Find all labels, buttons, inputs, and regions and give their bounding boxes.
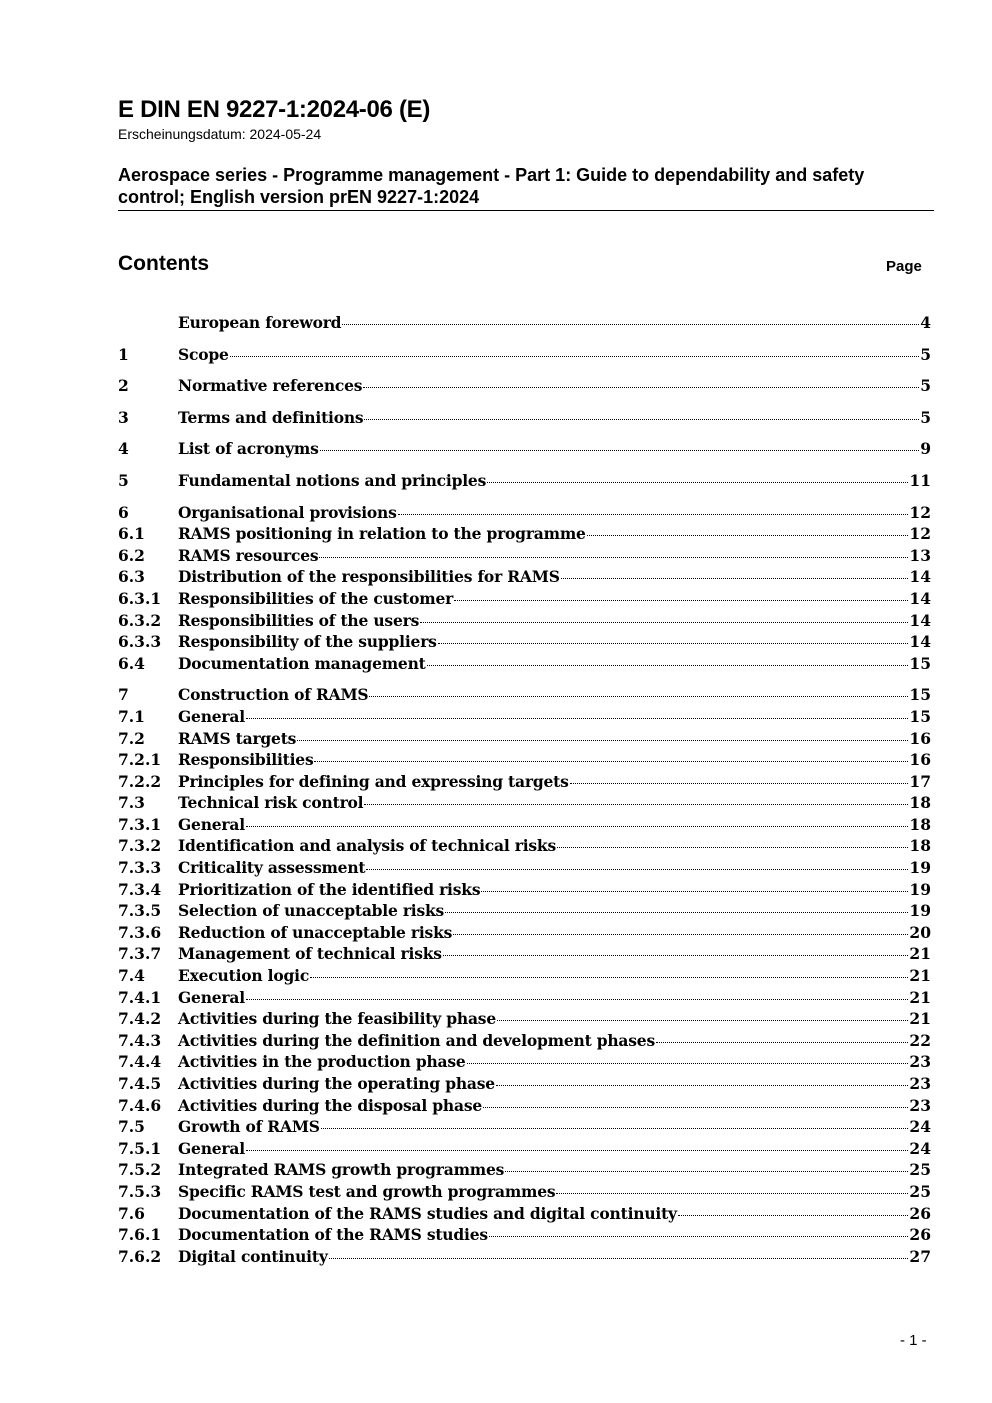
toc-section-title[interactable]: General: [178, 987, 245, 1007]
toc-dot-leader: [420, 622, 908, 623]
toc-section-title[interactable]: Activities during the definition and development phases: [178, 1030, 655, 1050]
toc-page-number[interactable]: 14: [909, 567, 931, 587]
toc-dot-leader: [496, 1085, 908, 1086]
toc-entry[interactable]: [118, 987, 931, 1009]
toc-dot-leader: [246, 999, 908, 1000]
toc-section-title[interactable]: Fundamental notions and principles: [178, 470, 487, 490]
document-id: E DIN EN 9227-1:2024-06 (E): [118, 96, 431, 123]
toc-section-title[interactable]: Identification and analysis of technical risks: [178, 836, 556, 856]
toc-section-number: 7: [118, 685, 129, 705]
toc-entry[interactable]: [118, 588, 931, 610]
toc-page-number[interactable]: 19: [909, 879, 931, 899]
toc-entry[interactable]: [118, 375, 931, 397]
toc-entry[interactable]: [118, 407, 931, 429]
toc-page-number[interactable]: 25: [909, 1181, 931, 1201]
toc-section-number: 7.5.3: [118, 1181, 162, 1201]
toc-entry[interactable]: [118, 792, 931, 814]
toc-entry[interactable]: [118, 1095, 931, 1117]
toc-dot-leader: [489, 1236, 909, 1237]
toc-section-number: 7.1: [118, 706, 145, 726]
toc-section-number: 6.3.1: [118, 588, 162, 608]
toc-dot-leader: [443, 955, 909, 956]
toc-section-title[interactable]: General: [178, 1138, 245, 1158]
toc-page-number[interactable]: 15: [909, 706, 931, 726]
toc-dot-leader: [297, 740, 908, 741]
toc-entry[interactable]: [118, 502, 931, 524]
toc-section-title[interactable]: Responsibility of the suppliers: [178, 632, 437, 652]
toc-section-title[interactable]: Responsibilities of the users: [178, 610, 420, 630]
toc-dot-leader: [587, 535, 909, 536]
toc-page-number[interactable]: 16: [909, 728, 931, 748]
toc-section-number: 7.3.5: [118, 901, 162, 921]
toc-section-number: 7.5.2: [118, 1160, 162, 1180]
toc-entry[interactable]: [118, 344, 931, 366]
toc-page-number[interactable]: 17: [909, 771, 931, 791]
toc-page-number[interactable]: 18: [909, 836, 931, 856]
toc-section-number: 6.3.3: [118, 632, 162, 652]
toc-page-number[interactable]: 18: [909, 793, 931, 813]
contents-heading: Contents: [118, 252, 209, 275]
toc-section-number: 6.3.2: [118, 610, 162, 630]
toc-section-title[interactable]: RAMS resources: [178, 545, 319, 565]
page-number: - 1 -: [900, 1332, 927, 1349]
toc-page-number[interactable]: 15: [909, 685, 931, 705]
toc-section-title[interactable]: Prioritization of the identified risks: [178, 879, 481, 899]
toc-entry[interactable]: [118, 706, 931, 728]
toc-dot-leader: [314, 761, 908, 762]
toc-entry[interactable]: [118, 1224, 931, 1246]
toc-section-number: 7.3.1: [118, 814, 162, 834]
toc-entry[interactable]: [118, 1051, 931, 1073]
toc-page-number[interactable]: 20: [909, 922, 931, 942]
toc-dot-leader: [454, 600, 908, 601]
toc-entry[interactable]: [118, 900, 931, 922]
toc-section-number: 6.1: [118, 524, 145, 544]
toc-page-number[interactable]: 21: [909, 966, 931, 986]
toc-section-number: 7.4.6: [118, 1095, 162, 1115]
toc-entry[interactable]: [118, 545, 931, 567]
toc-entry[interactable]: [118, 1246, 931, 1268]
toc-dot-leader: [310, 977, 908, 978]
toc-section-title[interactable]: Documentation management: [178, 653, 426, 673]
toc-section-number: 7.5.1: [118, 1138, 162, 1158]
toc-page-number[interactable]: 9: [920, 439, 931, 459]
toc-section-number: 7.3.3: [118, 858, 162, 878]
toc-section-number: 7.3: [118, 793, 145, 813]
toc-dot-leader: [445, 912, 908, 913]
toc-entry[interactable]: [118, 835, 931, 857]
table-of-contents: [118, 312, 931, 1267]
toc-section-number: 4: [118, 439, 129, 459]
toc-section-number: 7.6.1: [118, 1225, 162, 1245]
toc-section-number: 7.4.3: [118, 1030, 162, 1050]
toc-dot-leader: [246, 826, 908, 827]
toc-section-number: 2: [118, 376, 129, 396]
toc-entry[interactable]: [118, 771, 931, 793]
toc-section-title[interactable]: Integrated RAMS growth programmes: [178, 1160, 505, 1180]
toc-section-title[interactable]: General: [178, 706, 245, 726]
toc-dot-leader: [467, 1063, 909, 1064]
toc-dot-leader: [246, 718, 908, 719]
toc-section-number: 7.3.4: [118, 879, 162, 899]
toc-page-number[interactable]: 14: [909, 610, 931, 630]
toc-dot-leader: [321, 1128, 909, 1129]
toc-entry[interactable]: [118, 749, 931, 771]
toc-page-number[interactable]: 23: [909, 1074, 931, 1093]
toc-section-number: 1: [118, 344, 129, 364]
toc-page-number[interactable]: 27: [909, 1246, 931, 1266]
page-column-label: Page: [886, 258, 922, 275]
toc-section-number: 6.4: [118, 653, 145, 673]
toc-section-title[interactable]: Activities during the feasibility phase: [178, 1009, 496, 1029]
toc-page-number[interactable]: 22: [909, 1030, 931, 1050]
toc-entry[interactable]: [118, 653, 931, 675]
toc-page-number[interactable]: 25: [909, 1160, 931, 1180]
toc-section-title[interactable]: Normative references: [178, 376, 363, 396]
toc-dot-leader: [556, 1193, 908, 1194]
document-title: Aerospace series - Programme management - Part 1: Guide to dependability and safety control; English version prEN 9227-1:2024: [118, 165, 865, 207]
toc-entry[interactable]: [118, 1073, 931, 1095]
toc-dot-leader: [561, 578, 909, 579]
toc-section-number: 7.6.2: [118, 1246, 162, 1266]
toc-entry[interactable]: [118, 684, 931, 706]
toc-dot-leader: [481, 891, 908, 892]
toc-dot-leader: [363, 387, 919, 388]
toc-section-number: 6.3: [118, 567, 145, 587]
toc-entry[interactable]: [118, 943, 931, 965]
toc-section-title[interactable]: Responsibilities: [178, 750, 314, 770]
toc-dot-leader: [505, 1171, 908, 1172]
toc-section-number: 7.3.2: [118, 836, 162, 856]
toc-entry[interactable]: [118, 523, 931, 545]
toc-page-number[interactable]: 5: [920, 344, 931, 364]
toc-entry[interactable]: [118, 1159, 931, 1181]
toc-page-number[interactable]: 5: [920, 407, 931, 427]
toc-section-number: 6.2: [118, 545, 145, 565]
toc-page-number[interactable]: 19: [909, 901, 931, 921]
toc-entry[interactable]: [118, 610, 931, 632]
toc-section-title[interactable]: Criticality assessment: [178, 858, 366, 878]
toc-section-title[interactable]: Management of technical risks: [178, 944, 442, 964]
toc-dot-leader: [364, 804, 908, 805]
toc-dot-leader: [342, 324, 919, 325]
toc-dot-leader: [438, 643, 909, 644]
toc-page-number[interactable]: 23: [909, 1095, 931, 1115]
toc-dot-leader: [678, 1215, 909, 1216]
toc-entry[interactable]: [118, 438, 931, 460]
toc-dot-leader: [557, 847, 908, 848]
toc-entry[interactable]: [118, 1116, 931, 1138]
toc-page-number[interactable]: 24: [909, 1138, 931, 1158]
toc-section-title[interactable]: Digital continuity: [178, 1246, 328, 1266]
toc-section-title[interactable]: Execution logic: [178, 966, 310, 986]
toc-entry[interactable]: [118, 857, 931, 879]
toc-section-title[interactable]: European foreword: [178, 313, 342, 332]
toc-dot-leader: [427, 665, 909, 666]
toc-section-number: 7.3.6: [118, 922, 162, 942]
toc-section-number: 7.2.1: [118, 750, 162, 770]
toc-section-number: 7.2: [118, 728, 145, 748]
toc-page-number[interactable]: 11: [909, 470, 931, 490]
toc-page-number[interactable]: 12: [909, 502, 931, 522]
toc-section-title[interactable]: Reduction of unacceptable risks: [178, 922, 453, 942]
toc-section-number: 7.6: [118, 1203, 145, 1223]
toc-page-number[interactable]: 14: [909, 632, 931, 652]
toc-page-number[interactable]: 12: [909, 524, 931, 544]
toc-page-number[interactable]: 26: [909, 1225, 931, 1245]
toc-dot-leader: [366, 869, 908, 870]
title-divider: [118, 210, 934, 211]
toc-dot-leader: [453, 934, 908, 935]
toc-page-number[interactable]: 24: [909, 1117, 931, 1137]
toc-section-title[interactable]: RAMS targets: [178, 728, 297, 748]
toc-page-number[interactable]: 16: [909, 750, 931, 770]
toc-page-number[interactable]: 21: [909, 944, 931, 964]
toc-section-title[interactable]: Documentation of the RAMS studies and digital continuity: [178, 1203, 677, 1223]
toc-dot-leader: [329, 1258, 909, 1259]
toc-entry[interactable]: [118, 312, 931, 334]
toc-page-number[interactable]: 14: [909, 588, 931, 608]
toc-entry[interactable]: [118, 814, 931, 836]
toc-section-title[interactable]: Activities during the disposal phase: [178, 1095, 483, 1115]
toc-section-title[interactable]: Specific RAMS test and growth programmes: [178, 1181, 556, 1201]
toc-dot-leader: [497, 1020, 908, 1021]
toc-section-title[interactable]: Activities in the production phase: [178, 1052, 466, 1072]
toc-section-title[interactable]: Growth of RAMS: [178, 1117, 320, 1137]
toc-section-number: 6: [118, 502, 129, 522]
toc-section-title[interactable]: Organisational provisions: [178, 502, 397, 522]
toc-dot-leader: [319, 557, 908, 558]
toc-page-number[interactable]: 23: [909, 1052, 931, 1072]
toc-dot-leader: [364, 419, 919, 420]
toc-entry[interactable]: [118, 965, 931, 987]
toc-page-number[interactable]: 18: [909, 814, 931, 834]
toc-section-title[interactable]: General: [178, 814, 245, 834]
toc-section-number: 5: [118, 470, 129, 490]
toc-section-title[interactable]: Terms and definitions: [178, 407, 364, 427]
toc-entry[interactable]: [118, 631, 931, 653]
toc-section-number: 3: [118, 407, 129, 427]
toc-section-number: 7.4.2: [118, 1009, 162, 1029]
toc-dot-leader: [487, 482, 908, 483]
toc-dot-leader: [656, 1042, 908, 1043]
publication-date: Erscheinungsdatum: 2024-05-24: [118, 126, 322, 142]
toc-section-number: 7.2.2: [118, 771, 162, 791]
toc-section-title[interactable]: RAMS positioning in relation to the programme: [178, 524, 586, 544]
toc-page-number[interactable]: 21: [909, 1009, 931, 1029]
toc-section-title[interactable]: Construction of RAMS: [178, 685, 369, 705]
toc-entry[interactable]: [118, 1138, 931, 1160]
toc-section-title[interactable]: Principles for defining and expressing targets: [178, 771, 569, 791]
toc-section-number: 7.4.1: [118, 987, 162, 1007]
toc-dot-leader: [246, 1150, 908, 1151]
toc-dot-leader: [398, 514, 909, 515]
toc-dot-leader: [369, 696, 908, 697]
toc-entry[interactable]: [118, 1030, 931, 1052]
toc-entry[interactable]: [118, 1008, 931, 1030]
toc-section-title[interactable]: Selection of unacceptable risks: [178, 901, 445, 921]
toc-section-number: 7.3.7: [118, 944, 162, 964]
toc-dot-leader: [570, 783, 909, 784]
toc-page-number[interactable]: 21: [909, 987, 931, 1007]
toc-section-number: 7.4.5: [118, 1074, 162, 1093]
toc-page-number[interactable]: 4: [920, 313, 931, 332]
toc-page-number[interactable]: 15: [909, 653, 931, 673]
toc-section-number: 7.5: [118, 1117, 145, 1137]
toc-section-title[interactable]: Distribution of the responsibilities for RAMS: [178, 567, 560, 587]
toc-section-title[interactable]: Scope: [178, 344, 229, 364]
toc-entry[interactable]: [118, 728, 931, 750]
toc-page-number[interactable]: 5: [920, 376, 931, 396]
toc-section-number: 7.4: [118, 966, 145, 986]
toc-page-number[interactable]: 13: [909, 545, 931, 565]
toc-entry[interactable]: [118, 1203, 931, 1225]
toc-page-number[interactable]: 19: [909, 858, 931, 878]
toc-section-title[interactable]: List of acronyms: [178, 439, 319, 459]
toc-dot-leader: [483, 1107, 908, 1108]
toc-section-title[interactable]: Responsibilities of the customer: [178, 588, 454, 608]
toc-entry[interactable]: [118, 566, 931, 588]
toc-page-number[interactable]: 26: [909, 1203, 931, 1223]
toc-section-title[interactable]: Activities during the operating phase: [178, 1074, 495, 1093]
toc-dot-leader: [320, 450, 920, 451]
toc-section-title[interactable]: Technical risk control: [178, 793, 364, 813]
toc-dot-leader: [230, 356, 920, 357]
toc-entry[interactable]: [118, 879, 931, 901]
toc-entry[interactable]: [118, 470, 931, 492]
toc-entry[interactable]: [118, 922, 931, 944]
toc-section-number: 7.4.4: [118, 1052, 162, 1072]
toc-section-title[interactable]: Documentation of the RAMS studies: [178, 1225, 488, 1245]
toc-entry[interactable]: [118, 1181, 931, 1203]
